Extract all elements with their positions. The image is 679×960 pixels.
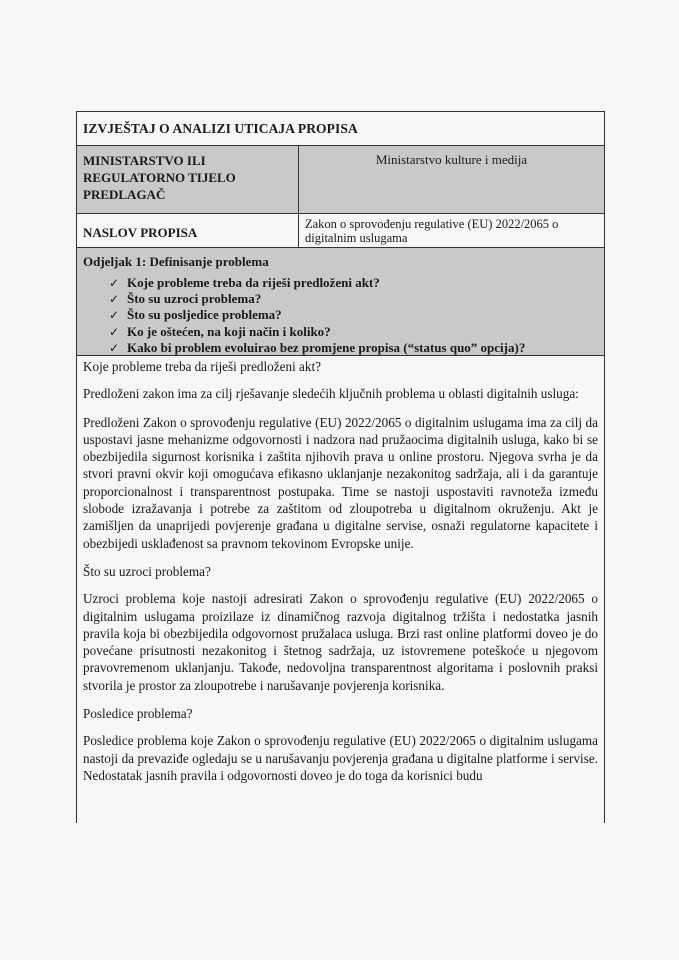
section-title: Odjeljak 1: Definisanje problema <box>83 254 269 269</box>
ministry-label: MINISTARSTVO ILI REGULATORNO TIJELO PREDLAGAČ <box>77 146 299 213</box>
check-icon: ✓ <box>109 324 120 339</box>
question-2: Što su uzroci problema? <box>83 563 211 579</box>
check-icon: ✓ <box>109 340 120 355</box>
question-1: Koje probleme treba da riješi predloženi akt? <box>83 359 322 374</box>
naslov-label: NASLOV PROPISA <box>77 214 299 247</box>
naslov-value: Zakon o sprovođenju regulative (EU) 2022/2065 o digitalnim uslugama <box>305 217 559 245</box>
report-form <box>76 111 605 823</box>
paragraph-4: Posledice problema koje Zakon o sprovođenju regulative (EU) 2022/2065 o digitalnim uslugama nastoji da prevaziđe ogledaju se u narušavanju povjerenja građana u digitalne platforme i servise. Nedostatak jasnih pravila i odgovornosti doveo je do toga da korisnici budu <box>83 733 598 783</box>
section-body <box>77 356 604 784</box>
paragraph-2: Predloženi Zakon o sprovođenju regulative (EU) 2022/2065 o digitalnim uslugama ima za cilj da uspostavi jasne mehanizme odgovornosti i nadzora nad pružaocima digitalnih usluga, kako bi se obezbijedila sigurnost korisnika i zaštita njihovih prava u online prostoru. Njegova svrha je da stvori pravni okvir koji omogućava efikasno uklanjanje nezakonitog sadržaja, ali i da garantuje proporcionalnost i transparentnost postupaka. Time se nastoji uspostaviti ravnoteža između slobode izražavanja i potrebe za zaštitom od zloupotreba u digitalnom okruženju. Akt je zamišljen da unaprijedi povjerenje građana u digitalne servise, osnaži regulatorne kapacitete i obezbijedi usklađenost sa pravnom tekovinom Evropske unije. <box>83 414 598 551</box>
check-icon: ✓ <box>109 276 120 290</box>
checklist <box>83 275 598 356</box>
paragraph-1: Predloženi zakon ima za cilj rješavanje sledećih ključnih problema u oblasti digitalnih usluga: <box>83 386 579 402</box>
ministry-value: Ministarstvo kulture i medija <box>375 152 528 167</box>
paragraph-3: Uzroci problema koje nastoji adresirati Zakon o sprovođenju regulative (EU) 2022/2065 o digitalnim uslugama proizilaze iz dinamičnog razvoja digitalnog tržišta i nedostatka jasnih pravila koja bi obezbijedila odgovornost pružalaca usluga. Brzi rast online platformi doveo je do povećane prisutnosti nezakonitog i štetnog sadržaja, uz istovremene poteškoće u njegovom pravovremenom uklanjanju. Takođe, nedovoljna transparentnost algoritama i poslovnih praksi stvorila je prostor za zloupotrebe i narušavanje povjerenja korisnika. <box>83 591 598 693</box>
naslov-row <box>77 214 604 248</box>
question-3: Posledice problema? <box>83 706 193 722</box>
section-header <box>77 248 604 356</box>
checklist-item: ✓ Kako bi problem evoluirao bez promjene propisa (“status quo” opcija)? <box>109 339 526 355</box>
checklist-item: ✓ Što su uzroci problema? <box>109 291 262 307</box>
report-title: IZVJEŠTAJ O ANALIZI UTICAJA PROPISA <box>83 120 358 136</box>
ministry-row <box>77 146 604 214</box>
check-icon: ✓ <box>109 308 120 323</box>
check-icon: ✓ <box>109 292 120 307</box>
checklist-item: ✓ Ko je oštećen, na koji način i koliko? <box>109 323 331 339</box>
checklist-item: ✓ Što su posljedice problema? <box>109 307 282 323</box>
checklist-item: ✓ Koje probleme treba da riješi predloženi akt? <box>109 275 380 290</box>
report-title-row <box>77 112 604 146</box>
